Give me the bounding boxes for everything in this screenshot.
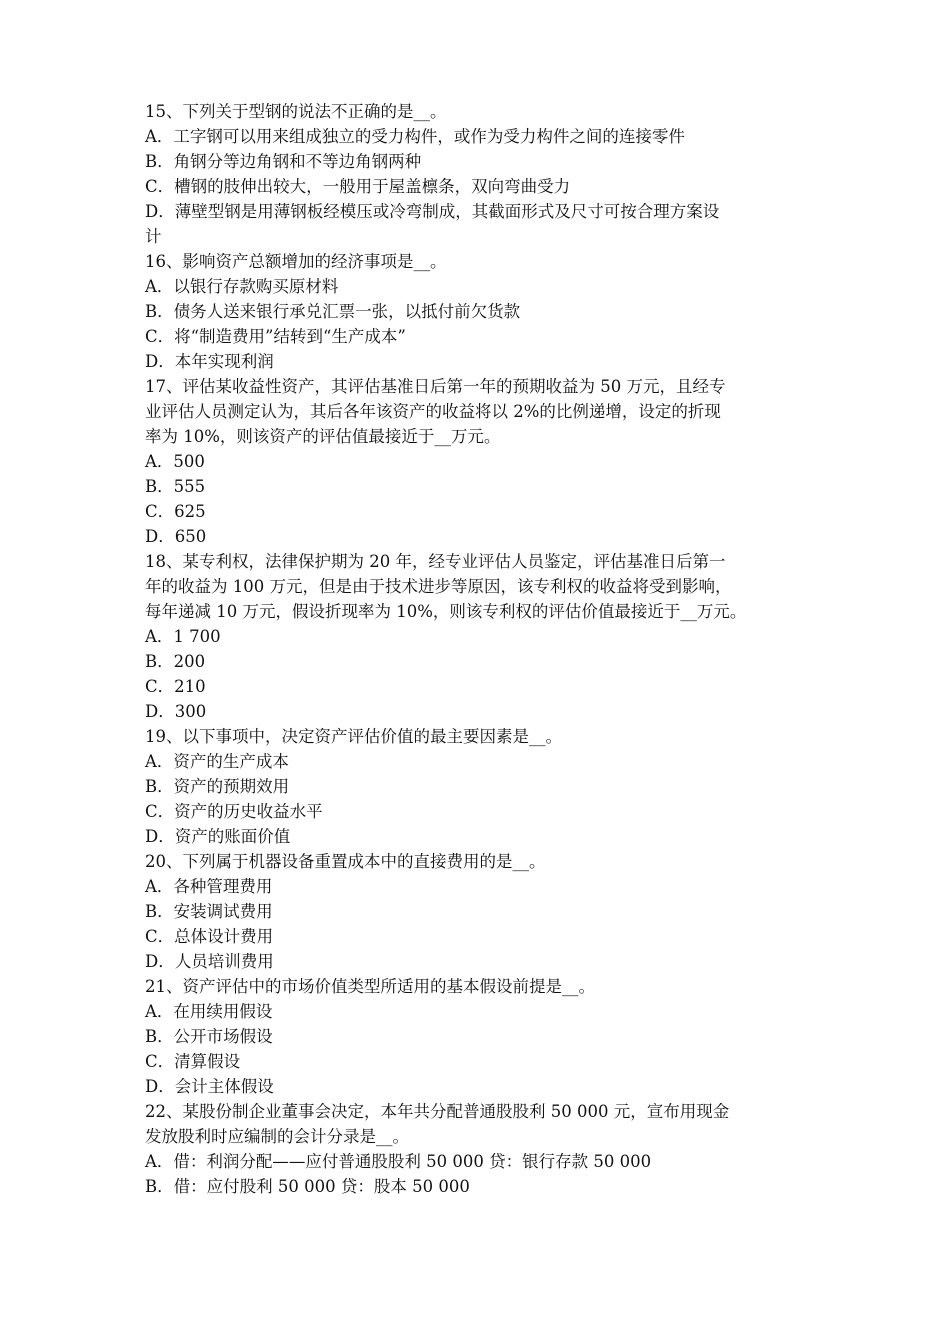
- question-22-line-1: 22、某股份制企业董事会决定，本年共分配普通股股利 50 000 元，宣布用现金: [145, 1102, 730, 1121]
- option-15-c: C．槽钢的肢伸出较大，一般用于屋盖檩条，双向弯曲受力: [145, 177, 571, 196]
- option-15-d-cont: 计: [145, 227, 162, 246]
- option-21-c: C．清算假设: [145, 1052, 241, 1071]
- option-16-c: C．将“制造费用”结转到“生产成本”: [145, 327, 406, 346]
- option-20-a: A．各种管理费用: [145, 877, 273, 896]
- option-20-d: D．人员培训费用: [145, 952, 274, 971]
- question-17-line-1: 17、评估某收益性资产，其评估基准日后第一年的预期收益为 50 万元，且经专: [145, 377, 726, 396]
- option-21-b: B．公开市场假设: [145, 1027, 273, 1046]
- option-15-d: D．薄壁型钢是用薄钢板经模压或冷弯制成，其截面形式及尺寸可按合理方案设: [145, 202, 720, 221]
- option-17-b: B．555: [145, 477, 206, 496]
- option-16-d: D．本年实现利润: [145, 352, 274, 371]
- option-18-a: A．1 700: [145, 627, 221, 646]
- option-19-a: A．资产的生产成本: [145, 752, 289, 771]
- question-20: 20、下列属于机器设备重置成本中的直接费用的是__。: [145, 852, 546, 871]
- option-16-b: B．债务人送来银行承兑汇票一张，以抵付前欠货款: [145, 302, 521, 321]
- option-16-a: A．以银行存款购买原材料: [145, 277, 339, 296]
- option-19-c: C．资产的历史收益水平: [145, 802, 323, 821]
- question-15: 15、下列关于型钢的说法不正确的是__。: [145, 102, 447, 121]
- document-page: [145, 99, 810, 1199]
- question-16: 16、影响资产总额增加的经济事项是__。: [145, 252, 447, 271]
- option-19-b: B．资产的预期效用: [145, 777, 290, 796]
- option-22-a: A．借：利润分配——应付普通股股利 50 000 贷：银行存款 50 000: [145, 1152, 652, 1171]
- option-22-b: B．借：应付股利 50 000 贷：股本 50 000: [145, 1177, 470, 1196]
- option-18-c: C．210: [145, 677, 206, 696]
- option-17-a: A．500: [145, 452, 205, 471]
- question-18-line-1: 18、某专利权，法律保护期为 20 年，经专业评估人员鉴定，评估基准日后第一: [145, 552, 726, 571]
- option-21-a: A．在用续用假设: [145, 1002, 273, 1021]
- question-19: 19、以下事项中，决定资产评估价值的最主要因素是__。: [145, 727, 562, 746]
- option-19-d: D．资产的账面价值: [145, 827, 291, 846]
- option-20-c: C．总体设计费用: [145, 927, 274, 946]
- question-17-line-3: 率为 10%，则该资产的评估值最接近于__万元。: [145, 427, 501, 446]
- question-21: 21、资产评估中的市场价值类型所适用的基本假设前提是__。: [145, 977, 595, 996]
- option-15-a: A．工字钢可以用来组成独立的受力构件，或作为受力构件之间的连接零件: [145, 127, 685, 146]
- option-21-d: D．会计主体假设: [145, 1077, 274, 1096]
- question-22-line-2: 发放股利时应编制的会计分录是__。: [145, 1127, 409, 1146]
- question-18-line-2: 年的收益为 100 万元，但是由于技术进步等原因，该专利权的收益将受到影响，: [145, 577, 732, 596]
- option-18-d: D．300: [145, 702, 207, 721]
- option-18-b: B．200: [145, 652, 206, 671]
- question-18-line-3: 每年递减 10 万元，假设折现率为 10%，则该专利权的评估价值最接近于__万元。: [145, 602, 747, 621]
- option-20-b: B．安装调试费用: [145, 902, 273, 921]
- question-17-line-2: 业评估人员测定认为，其后各年该资产的收益将以 2%的比例递增，设定的折现: [145, 402, 721, 421]
- option-17-d: D．650: [145, 527, 207, 546]
- option-15-b: B．角钢分等边角钢和不等边角钢两种: [145, 152, 422, 171]
- option-17-c: C．625: [145, 502, 206, 521]
